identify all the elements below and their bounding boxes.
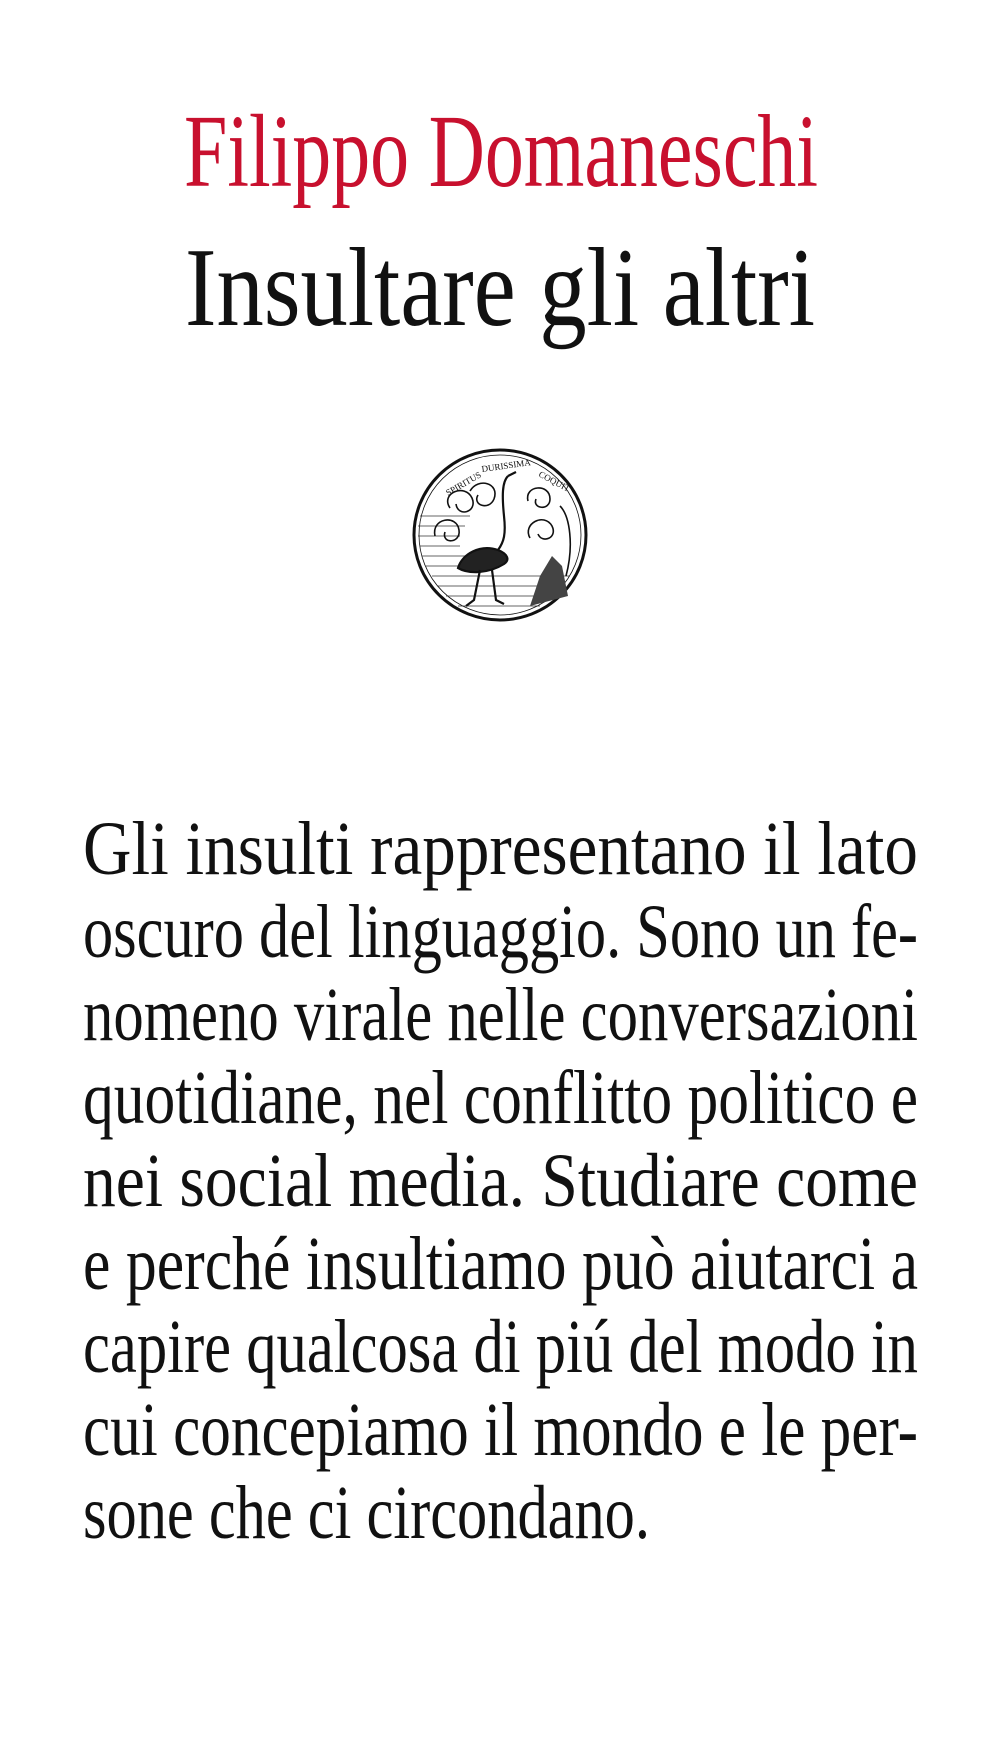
blurb-line: nei social media. Studiare come bbox=[83, 1139, 918, 1223]
blurb-line: Gli insulti rappresentano il lato bbox=[83, 807, 918, 891]
svg-text:COQUIT: COQUIT bbox=[537, 468, 572, 494]
ostrich-emblem-icon bbox=[410, 446, 590, 624]
blurb-line: quotidiane, nel conflitto politico e bbox=[83, 1056, 918, 1140]
book-title: Insultare gli altri bbox=[185, 226, 815, 350]
blurb-line: e perché insultiamo può aiutarci a bbox=[83, 1222, 918, 1306]
book-author: Filippo Domaneschi bbox=[184, 94, 818, 209]
blurb-line: sone che ci circondano. bbox=[83, 1471, 650, 1555]
svg-text:DURISSIMA: DURISSIMA bbox=[480, 457, 532, 474]
blurb-line: cui concepiamo il mondo e le per- bbox=[83, 1388, 918, 1472]
svg-text:SPIRITUS: SPIRITUS bbox=[444, 469, 483, 498]
blurb-line: nomeno virale nelle conversazioni bbox=[83, 973, 918, 1057]
blurb-line: oscuro del linguaggio. Sono un fe- bbox=[83, 890, 918, 974]
blurb-line: capire qualcosa di piú del modo in bbox=[83, 1305, 918, 1389]
